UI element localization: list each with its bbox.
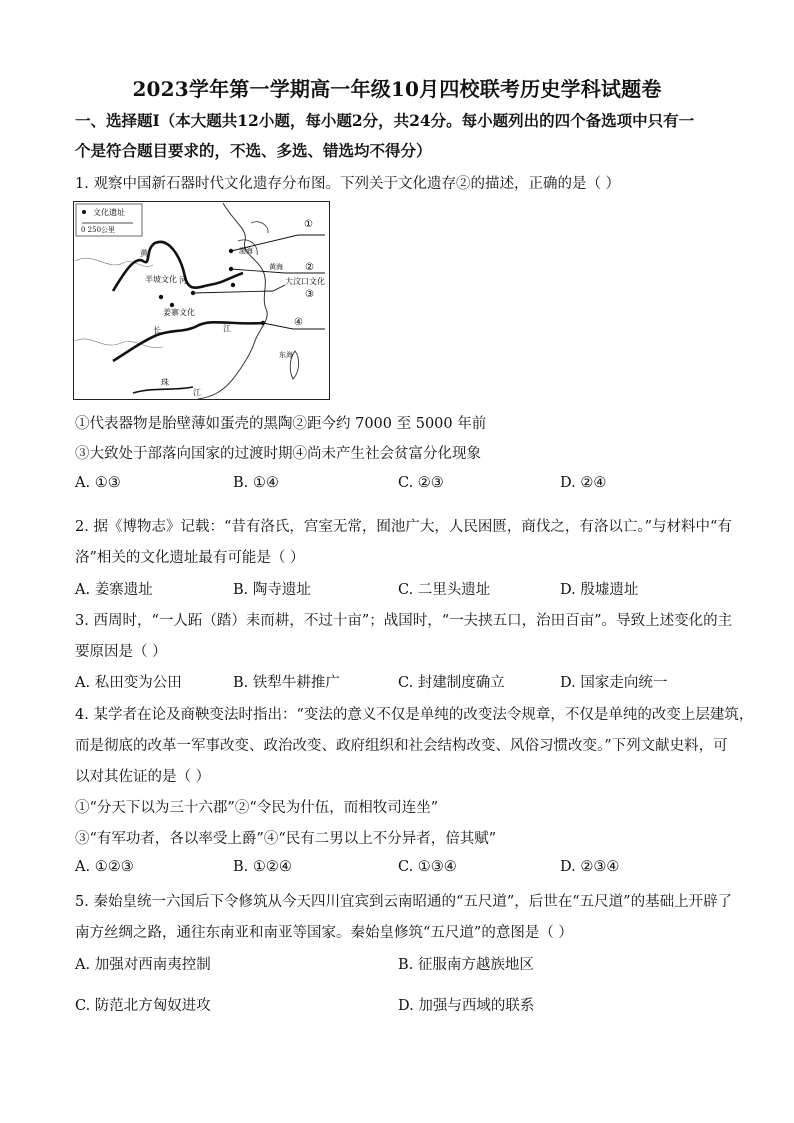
huang-label: 黄 [140,249,148,258]
site-label-1: ① [304,219,313,230]
q1-option-a[interactable]: A. ①③ [75,475,121,491]
site-label-4: ④ [294,317,303,328]
q1-option-b[interactable]: B. ①④ [233,475,279,491]
q4-stem-line3: 以对其佐证的是（ ） [75,769,211,785]
donghai-label: 东海 [279,351,293,359]
jiang2-label: 江 [193,388,201,397]
q1-stem: 1. 观察中国新石器时代文化遗存分布图。下列关于文化遗存②的描述，正确的是（ ） [75,176,621,192]
section-heading-line2: 个是符合题目要求的，不选、多选、错选均不得分） [75,141,432,160]
q5-option-a[interactable]: A. 加强对西南夷控制 [75,957,211,973]
q3-option-c[interactable]: C. 封建制度确立 [398,675,505,691]
q2-option-b[interactable]: B. 陶寺遗址 [233,582,311,598]
scale-label: 0 250公里 [81,226,116,234]
banpo-label: 半坡文化 [145,275,177,284]
huanghai-label: 黄海 [269,263,283,271]
q4-option-d[interactable]: D. ②③④ [560,859,620,875]
chang-label: 长 [153,326,161,335]
q4-option-b[interactable]: B. ①②④ [233,859,292,875]
q4-source-line1: ①“分天下以为三十六郡”②“令民为什伍，而相牧司连坐” [75,800,439,816]
neolithic-culture-map [73,201,330,400]
q3-option-b[interactable]: B. 铁犁牛耕推广 [233,675,340,691]
q1-info-line1: ①代表器物是胎壁薄如蛋壳的黑陶②距今约 7000 至 5000 年前 [75,416,487,432]
he-label: 河 [179,276,187,285]
q1-option-c[interactable]: C. ②③ [398,475,444,491]
q1-option-d[interactable]: D. ②④ [560,475,607,491]
q5-option-c[interactable]: C. 防范北方匈奴进攻 [75,998,211,1014]
q3-option-a[interactable]: A. 私田变为公田 [75,675,182,691]
q3-stem-line2: 要原因是（ ） [75,644,167,660]
q4-stem-line2: 而是彻底的改革一军事改变、政治改变、政府组织和社会结构改变、风俗习惯改变。”下列文献史料，可 [75,738,728,754]
q5-option-d[interactable]: D. 加强与西域的联系 [398,998,535,1014]
q5-option-b[interactable]: B. 征服南方越族地区 [398,957,534,973]
q5-stem-line2: 南方丝绸之路，通往东南亚和南亚等国家。秦始皇修筑“五尺道”的意图是（ ） [75,925,573,941]
q2-option-a[interactable]: A. 姜寨遗址 [75,582,153,598]
q2-option-c[interactable]: C. 二里头遗址 [398,582,491,598]
q2-option-d[interactable]: D. 殷墟遗址 [560,582,639,598]
dawenkou-label: 大汶口文化 [285,277,325,286]
exam-title: 2023学年第一学期高一年级10月四校联考历史学科试题卷 [132,77,662,101]
site-label-3: ③ [305,289,314,300]
jiang-label: 江 [223,324,231,333]
q3-stem-line1: 3. 西周时，“一人跖（踏）耒而耕，不过十亩”；战国时，“一夫挟五口，治田百亩”。导致上述变化的主 [75,613,733,629]
legend-title: 文化遗址 [93,208,125,217]
q1-info-line2: ③大致处于部落向国家的过渡时期④尚未产生社会贫富分化现象 [75,446,481,462]
q4-stem-line1: 4. 某学者在论及商鞅变法时指出：“变法的意义不仅是单纯的改变法令规章，不仅是单纯的改变上层建筑， [75,707,754,723]
q3-option-d[interactable]: D. 国家走向统一 [560,675,668,691]
site-label-2: ② [305,262,314,273]
q2-stem-line1: 2. 据《博物志》记载：“昔有洛氏，宫室无常，囿池广大，人民困匮，商伐之，有洛以亡。”与材料中“有 [75,519,732,535]
q2-stem-line2: 洛”相关的文化遗址最有可能是（ ） [75,550,305,566]
jiangzhai-label: 姜寨文化 [163,308,195,317]
bohai-label: 渤海 [239,247,253,255]
zhu-label: 珠 [161,378,169,387]
q4-option-c[interactable]: C. ①③④ [398,859,457,875]
section-heading-line1: 一、选择题Ⅰ（本大题共12小题，每小题2分，共24分。每小题列出的四个备选项中只有一 [75,111,695,130]
q4-source-line2: ③“有军功者，各以率受上爵”④“民有二男以上不分异者，倍其赋” [75,831,497,847]
q4-option-a[interactable]: A. ①②③ [75,859,134,875]
q5-stem-line1: 5. 秦始皇统一六国后下令修筑从今天四川宜宾到云南昭通的“五尺道”，后世在“五尺道”的基础上开辟了 [75,894,733,910]
